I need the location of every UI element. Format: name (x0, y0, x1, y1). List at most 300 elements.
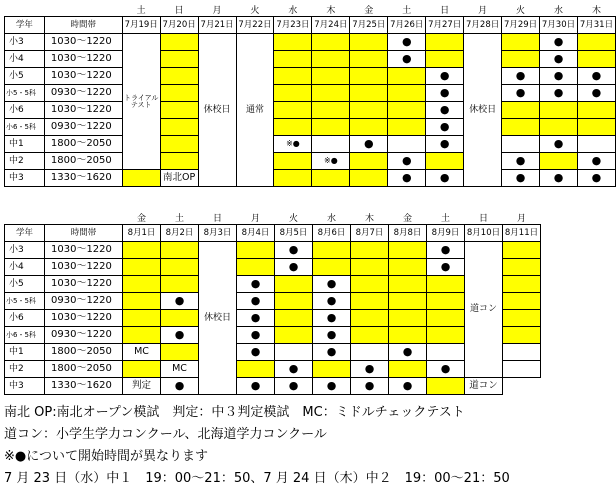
dow-cell: 水 (288, 6, 298, 16)
session-dot: ● (174, 328, 185, 342)
schedule-cell (427, 361, 465, 378)
dow-cell: 火 (250, 6, 260, 16)
schedule-cell (351, 361, 389, 378)
session-dot: ● (250, 294, 261, 308)
session-dot: ● (288, 379, 299, 393)
schedule-cell (577, 34, 615, 51)
schedule-cell (388, 170, 426, 187)
session-dot: ● (439, 103, 450, 117)
session-dot: ● (439, 69, 450, 83)
schedule-cell (502, 102, 540, 119)
note-line: ※●について開始時間が異なります (4, 449, 208, 464)
time-cell: 1030〜1220 (45, 242, 123, 259)
schedule-cell (313, 276, 351, 293)
table-row (5, 259, 541, 276)
schedule-cell (237, 310, 275, 327)
time-cell: 1800〜2050 (44, 153, 122, 170)
session-dot: ● (439, 120, 450, 134)
dokon-cell: 道コン (465, 242, 503, 378)
table-row (5, 344, 541, 361)
date-header: 7月24日 (312, 17, 350, 34)
date-header: 7月21日 (198, 17, 236, 34)
session-dot: ● (440, 260, 451, 274)
date-header: 8月2日 (161, 225, 199, 242)
schedule-cell (161, 293, 199, 310)
session-dot: ● (553, 86, 564, 100)
schedule-cell (237, 276, 275, 293)
schedule-cell (540, 153, 578, 170)
schedule-cell (275, 259, 313, 276)
session-dot: ● (174, 294, 185, 308)
schedule-cell (351, 242, 389, 259)
schedule-cell (275, 276, 313, 293)
schedule-cell (274, 102, 312, 119)
schedule-cell (312, 51, 350, 68)
schedule-cell (427, 344, 465, 361)
schedule-cell (388, 136, 426, 153)
schedule-cell (123, 361, 161, 378)
grade-cell: 中1 (5, 136, 45, 153)
header-row (5, 225, 541, 242)
schedule-cell (427, 259, 465, 276)
session-dot: ● (515, 86, 526, 100)
schedule-cell (313, 378, 351, 395)
schedule-cell (426, 68, 464, 85)
schedule-cell (275, 293, 313, 310)
schedule-cell (577, 85, 615, 102)
grade-cell: 中1 (5, 344, 45, 361)
session-dot: ● (288, 260, 299, 274)
schedule-cell (502, 51, 540, 68)
table-row (5, 378, 541, 395)
schedule-cell (427, 276, 465, 293)
schedule-cell (161, 378, 199, 395)
dow-cell: 木 (364, 214, 374, 224)
table-row (5, 51, 616, 68)
trial-test-cell: トライアルテスト (122, 34, 160, 170)
schedule-cell (502, 34, 540, 51)
schedule-cell (160, 102, 198, 119)
schedule-cell (274, 68, 312, 85)
grade-cell: 小5・5科 (5, 85, 45, 102)
schedule-cell (237, 361, 275, 378)
session-dot: ● (250, 345, 261, 359)
session-dot: ● (288, 243, 299, 257)
schedule-cell (502, 68, 540, 85)
session-dot: ● (515, 154, 526, 168)
grade-cell: 小5 (5, 68, 45, 85)
grade-cell: 小6・5科 (5, 119, 45, 136)
schedule-cell (502, 119, 540, 136)
schedule-cell (161, 242, 199, 259)
schedule-cell (426, 34, 464, 51)
schedule-cell (313, 344, 351, 361)
schedule-cell (389, 276, 427, 293)
schedule-cell (389, 361, 427, 378)
schedule-cell (123, 259, 161, 276)
table-row (5, 34, 616, 51)
dow-cell: 金 (402, 214, 412, 224)
time-cell: 1800〜2050 (44, 136, 122, 153)
grade-cell: 小5 (5, 276, 45, 293)
schedule-cell (503, 259, 541, 276)
time-header: 時間帯 (45, 225, 123, 242)
session-dot: ● (553, 171, 564, 185)
session-dot: ● (364, 137, 374, 151)
closed-day-cell: 休校日 (198, 34, 236, 187)
schedule-cell (161, 276, 199, 293)
grade-cell: 小6・5科 (5, 327, 45, 344)
dow-cell: 火 (516, 6, 526, 16)
schedule-cell (388, 119, 426, 136)
session-dot: ● (326, 311, 337, 325)
schedule-cell (351, 276, 389, 293)
schedule-cell (427, 327, 465, 344)
date-header: 7月29日 (502, 17, 540, 34)
grade-cell: 中2 (5, 153, 45, 170)
grade-cell: 小4 (5, 51, 45, 68)
dow-cell: 金 (136, 214, 146, 224)
session-dot: ● (288, 362, 299, 376)
schedule-cell (388, 51, 426, 68)
note-line: 7 月 23 日（水）中１ 19：00〜21：50、7 月 24 日（木）中２ 19：00〜21：50 (4, 471, 510, 486)
schedule-cell (427, 310, 465, 327)
time-cell: 1330〜1620 (45, 378, 123, 395)
schedule-cell (503, 327, 541, 344)
normal-class-cell: 通常 (236, 34, 274, 187)
schedule-cell (350, 136, 388, 153)
date-header: 8月5日 (275, 225, 313, 242)
session-dot: ● (326, 277, 337, 291)
schedule-cell (389, 344, 427, 361)
schedule-cell (350, 119, 388, 136)
schedule-cell (313, 361, 351, 378)
schedule-cell (312, 153, 350, 170)
schedule-cell (388, 68, 426, 85)
session-dot: ● (401, 171, 412, 185)
grade-cell: 中3 (5, 170, 45, 187)
date-header: 8月8日 (389, 225, 427, 242)
session-dot: ● (364, 379, 375, 393)
schedule-cell (237, 293, 275, 310)
dow-cell: 木 (326, 6, 336, 16)
schedule-cell (427, 293, 465, 310)
dow-cell: 月 (212, 6, 222, 16)
schedule-cell (503, 344, 541, 361)
closed-day-cell: 休校日 (464, 34, 502, 187)
dow-cell: 火 (288, 214, 298, 224)
schedule-cell (274, 136, 312, 153)
session-dot: ● (401, 52, 412, 66)
date-header: 8月11日 (503, 225, 541, 242)
schedule-cell (540, 85, 578, 102)
schedule-cell (426, 170, 464, 187)
schedule-cell (540, 34, 578, 51)
july-schedule-table (4, 2, 616, 187)
schedule-cell (237, 327, 275, 344)
time-header: 時間帯 (44, 17, 122, 34)
table-row (5, 136, 616, 153)
schedule-cell (503, 310, 541, 327)
table-row (5, 85, 616, 102)
note-line: 南北 OP:南北オープン模試 判定：中３判定模試 MC：ミドルチェックテスト (4, 405, 465, 420)
schedule-cell (351, 344, 389, 361)
table-row (5, 293, 541, 310)
hantei-cell: 判定 (123, 378, 161, 395)
session-dot: ● (250, 379, 261, 393)
schedule-cell (389, 242, 427, 259)
schedule-cell (275, 242, 313, 259)
schedule-cell (123, 242, 161, 259)
schedule-cell (577, 136, 615, 153)
schedule-cell (540, 51, 578, 68)
table-row (5, 310, 541, 327)
date-header: 8月7日 (351, 225, 389, 242)
schedule-cell (274, 170, 312, 187)
date-header: 8月9日 (427, 225, 465, 242)
dow-cell: 水 (326, 214, 336, 224)
schedule-cell (313, 310, 351, 327)
time-cell: 1800〜2050 (45, 361, 123, 378)
schedule-cell (350, 85, 388, 102)
august-schedule-table (4, 210, 541, 395)
dow-cell: 金 (364, 6, 374, 16)
schedule-cell (502, 153, 540, 170)
schedule-cell (275, 378, 313, 395)
session-dot: ● (591, 69, 602, 83)
schedule-cell (312, 102, 350, 119)
dow-cell: 土 (136, 6, 146, 16)
table-row (5, 102, 616, 119)
schedule-cell (351, 293, 389, 310)
date-header: 8月6日 (313, 225, 351, 242)
schedule-cell (503, 242, 541, 259)
time-cell: 1030〜1220 (44, 34, 122, 51)
session-dot: ● (591, 171, 602, 185)
schedule-cell (275, 344, 313, 361)
schedule-cell (350, 68, 388, 85)
session-dot: ● (250, 311, 261, 325)
session-dot: ● (402, 379, 413, 393)
schedule-cell (275, 361, 313, 378)
schedule-cell (427, 378, 465, 395)
grade-cell: 小3 (5, 34, 45, 51)
schedule-cell (389, 259, 427, 276)
schedule-cell (274, 153, 312, 170)
schedule-cell (577, 51, 615, 68)
dow-cell: 日 (478, 214, 488, 224)
schedule-cell (237, 378, 275, 395)
schedule-cell (312, 34, 350, 51)
schedule-cell (389, 327, 427, 344)
schedule-cell (123, 293, 161, 310)
schedule-cell (388, 153, 426, 170)
session-dot: ● (364, 362, 375, 376)
date-header: 7月27日 (426, 17, 464, 34)
schedule-cell (160, 85, 198, 102)
schedule-cell (351, 327, 389, 344)
schedule-cell (540, 119, 578, 136)
schedule-cell (577, 153, 615, 170)
schedule-cell (237, 344, 275, 361)
session-dot: ● (591, 154, 602, 168)
date-header: 8月3日 (199, 225, 237, 242)
schedule-cell (123, 276, 161, 293)
table-row (5, 276, 541, 293)
time-cell: 1030〜1220 (44, 51, 122, 68)
session-dot: ● (553, 69, 564, 83)
schedule-cell (313, 242, 351, 259)
schedule-cell (312, 136, 350, 153)
session-dot: ● (174, 379, 185, 393)
dokon-cell: 道コン (465, 378, 503, 395)
table-row (5, 68, 616, 85)
table-row (5, 119, 616, 136)
grade-cell: 中3 (5, 378, 45, 395)
schedule-cell (312, 170, 350, 187)
schedule-cell (540, 68, 578, 85)
time-cell: 1030〜1220 (45, 310, 123, 327)
schedule-cell (502, 136, 540, 153)
schedule-cell (312, 119, 350, 136)
schedule-cell (312, 85, 350, 102)
session-dot: ● (326, 294, 337, 308)
schedule-cell (502, 170, 540, 187)
schedule-cell (274, 85, 312, 102)
session-dot: ● (440, 243, 451, 257)
session-dot: ● (553, 52, 564, 66)
table-row (5, 327, 541, 344)
schedule-cell (275, 310, 313, 327)
time-cell: 1030〜1220 (45, 276, 123, 293)
time-cell: 0930〜1220 (45, 293, 123, 310)
grade-cell: 中2 (5, 361, 45, 378)
session-dot: ● (250, 328, 261, 342)
time-cell: 0930〜1220 (45, 327, 123, 344)
note-dot: ※● (286, 139, 300, 149)
date-header: 7月31日 (577, 17, 615, 34)
time-cell: 0930〜1220 (44, 119, 122, 136)
schedule-cell (237, 242, 275, 259)
date-header: 8月4日 (237, 225, 275, 242)
table-row (5, 361, 541, 378)
schedule-cell (503, 293, 541, 310)
session-dot: ● (250, 277, 261, 291)
table-row (5, 170, 616, 187)
schedule-cell (503, 361, 541, 378)
header-row (5, 17, 616, 34)
session-dot: ● (515, 171, 526, 185)
grade-cell: 小6 (5, 310, 45, 327)
time-cell: 1330〜1620 (44, 170, 122, 187)
session-dot: ● (440, 362, 451, 376)
schedule-cell (274, 119, 312, 136)
schedule-cell (160, 51, 198, 68)
schedule-cell (577, 102, 615, 119)
date-header: 7月26日 (388, 17, 426, 34)
dow-cell: 水 (553, 6, 563, 16)
session-dot: ● (439, 137, 450, 151)
note-dot: ※● (324, 156, 338, 166)
schedule-cell (274, 34, 312, 51)
schedule-cell (351, 310, 389, 327)
dow-cell: 土 (440, 214, 450, 224)
schedule-cell (426, 51, 464, 68)
schedule-cell (161, 310, 199, 327)
schedule-cell (503, 276, 541, 293)
session-dot: ● (439, 171, 450, 185)
session-dot: ● (401, 35, 412, 49)
dow-cell: 日 (212, 214, 222, 224)
note-line: 道コン：小学生学力コンクール、北海道学力コンクール (4, 427, 327, 442)
schedule-cell (313, 259, 351, 276)
date-header: 7月20日 (160, 17, 198, 34)
mc-cell: MC (123, 344, 161, 361)
schedule-cell (161, 327, 199, 344)
dow-cell: 日 (440, 6, 450, 16)
schedule-cell (275, 327, 313, 344)
schedule-cell (389, 310, 427, 327)
schedule-cell (160, 119, 198, 136)
date-header: 7月22日 (236, 17, 274, 34)
table-row (5, 153, 616, 170)
time-cell: 0930〜1220 (44, 85, 122, 102)
dow-cell: 月 (250, 214, 260, 224)
legend-notes (4, 402, 510, 490)
schedule-cell (388, 102, 426, 119)
session-dot: ● (553, 35, 564, 49)
date-header: 7月30日 (540, 17, 578, 34)
session-dot: ● (402, 345, 413, 359)
dow-cell: 日 (174, 6, 184, 16)
schedule-cell (540, 102, 578, 119)
nanboku-op-cell: 南北OP (160, 170, 198, 187)
schedule-cell (237, 259, 275, 276)
session-dot: ● (439, 86, 450, 100)
schedule-cell (161, 259, 199, 276)
schedule-cell (160, 68, 198, 85)
session-dot: ● (401, 154, 412, 168)
session-dot: ● (591, 86, 602, 100)
schedule-cell (427, 242, 465, 259)
closed-day-cell: 休校日 (199, 242, 237, 395)
time-cell: 1030〜1220 (44, 68, 122, 85)
date-header: 8月10日 (465, 225, 503, 242)
dow-cell: 土 (174, 214, 184, 224)
session-dot: ● (326, 379, 337, 393)
schedule-cell (123, 327, 161, 344)
session-dot: ● (515, 69, 526, 83)
schedule-cell (426, 153, 464, 170)
session-dot: ● (553, 137, 564, 151)
schedule-cell (350, 51, 388, 68)
grade-header: 学年 (5, 17, 45, 34)
schedule-cell (426, 102, 464, 119)
session-dot: ● (326, 328, 337, 342)
schedule-cell (388, 34, 426, 51)
schedule-cell (426, 119, 464, 136)
dow-cell: 木 (591, 6, 601, 16)
schedule-cell (350, 170, 388, 187)
schedule-cell (160, 153, 198, 170)
date-header: 7月28日 (464, 17, 502, 34)
schedule-cell (426, 85, 464, 102)
grade-cell: 小6 (5, 102, 45, 119)
schedule-cell (122, 170, 160, 187)
schedule-cell (577, 68, 615, 85)
schedule-cell (160, 136, 198, 153)
time-cell: 1030〜1220 (45, 259, 123, 276)
